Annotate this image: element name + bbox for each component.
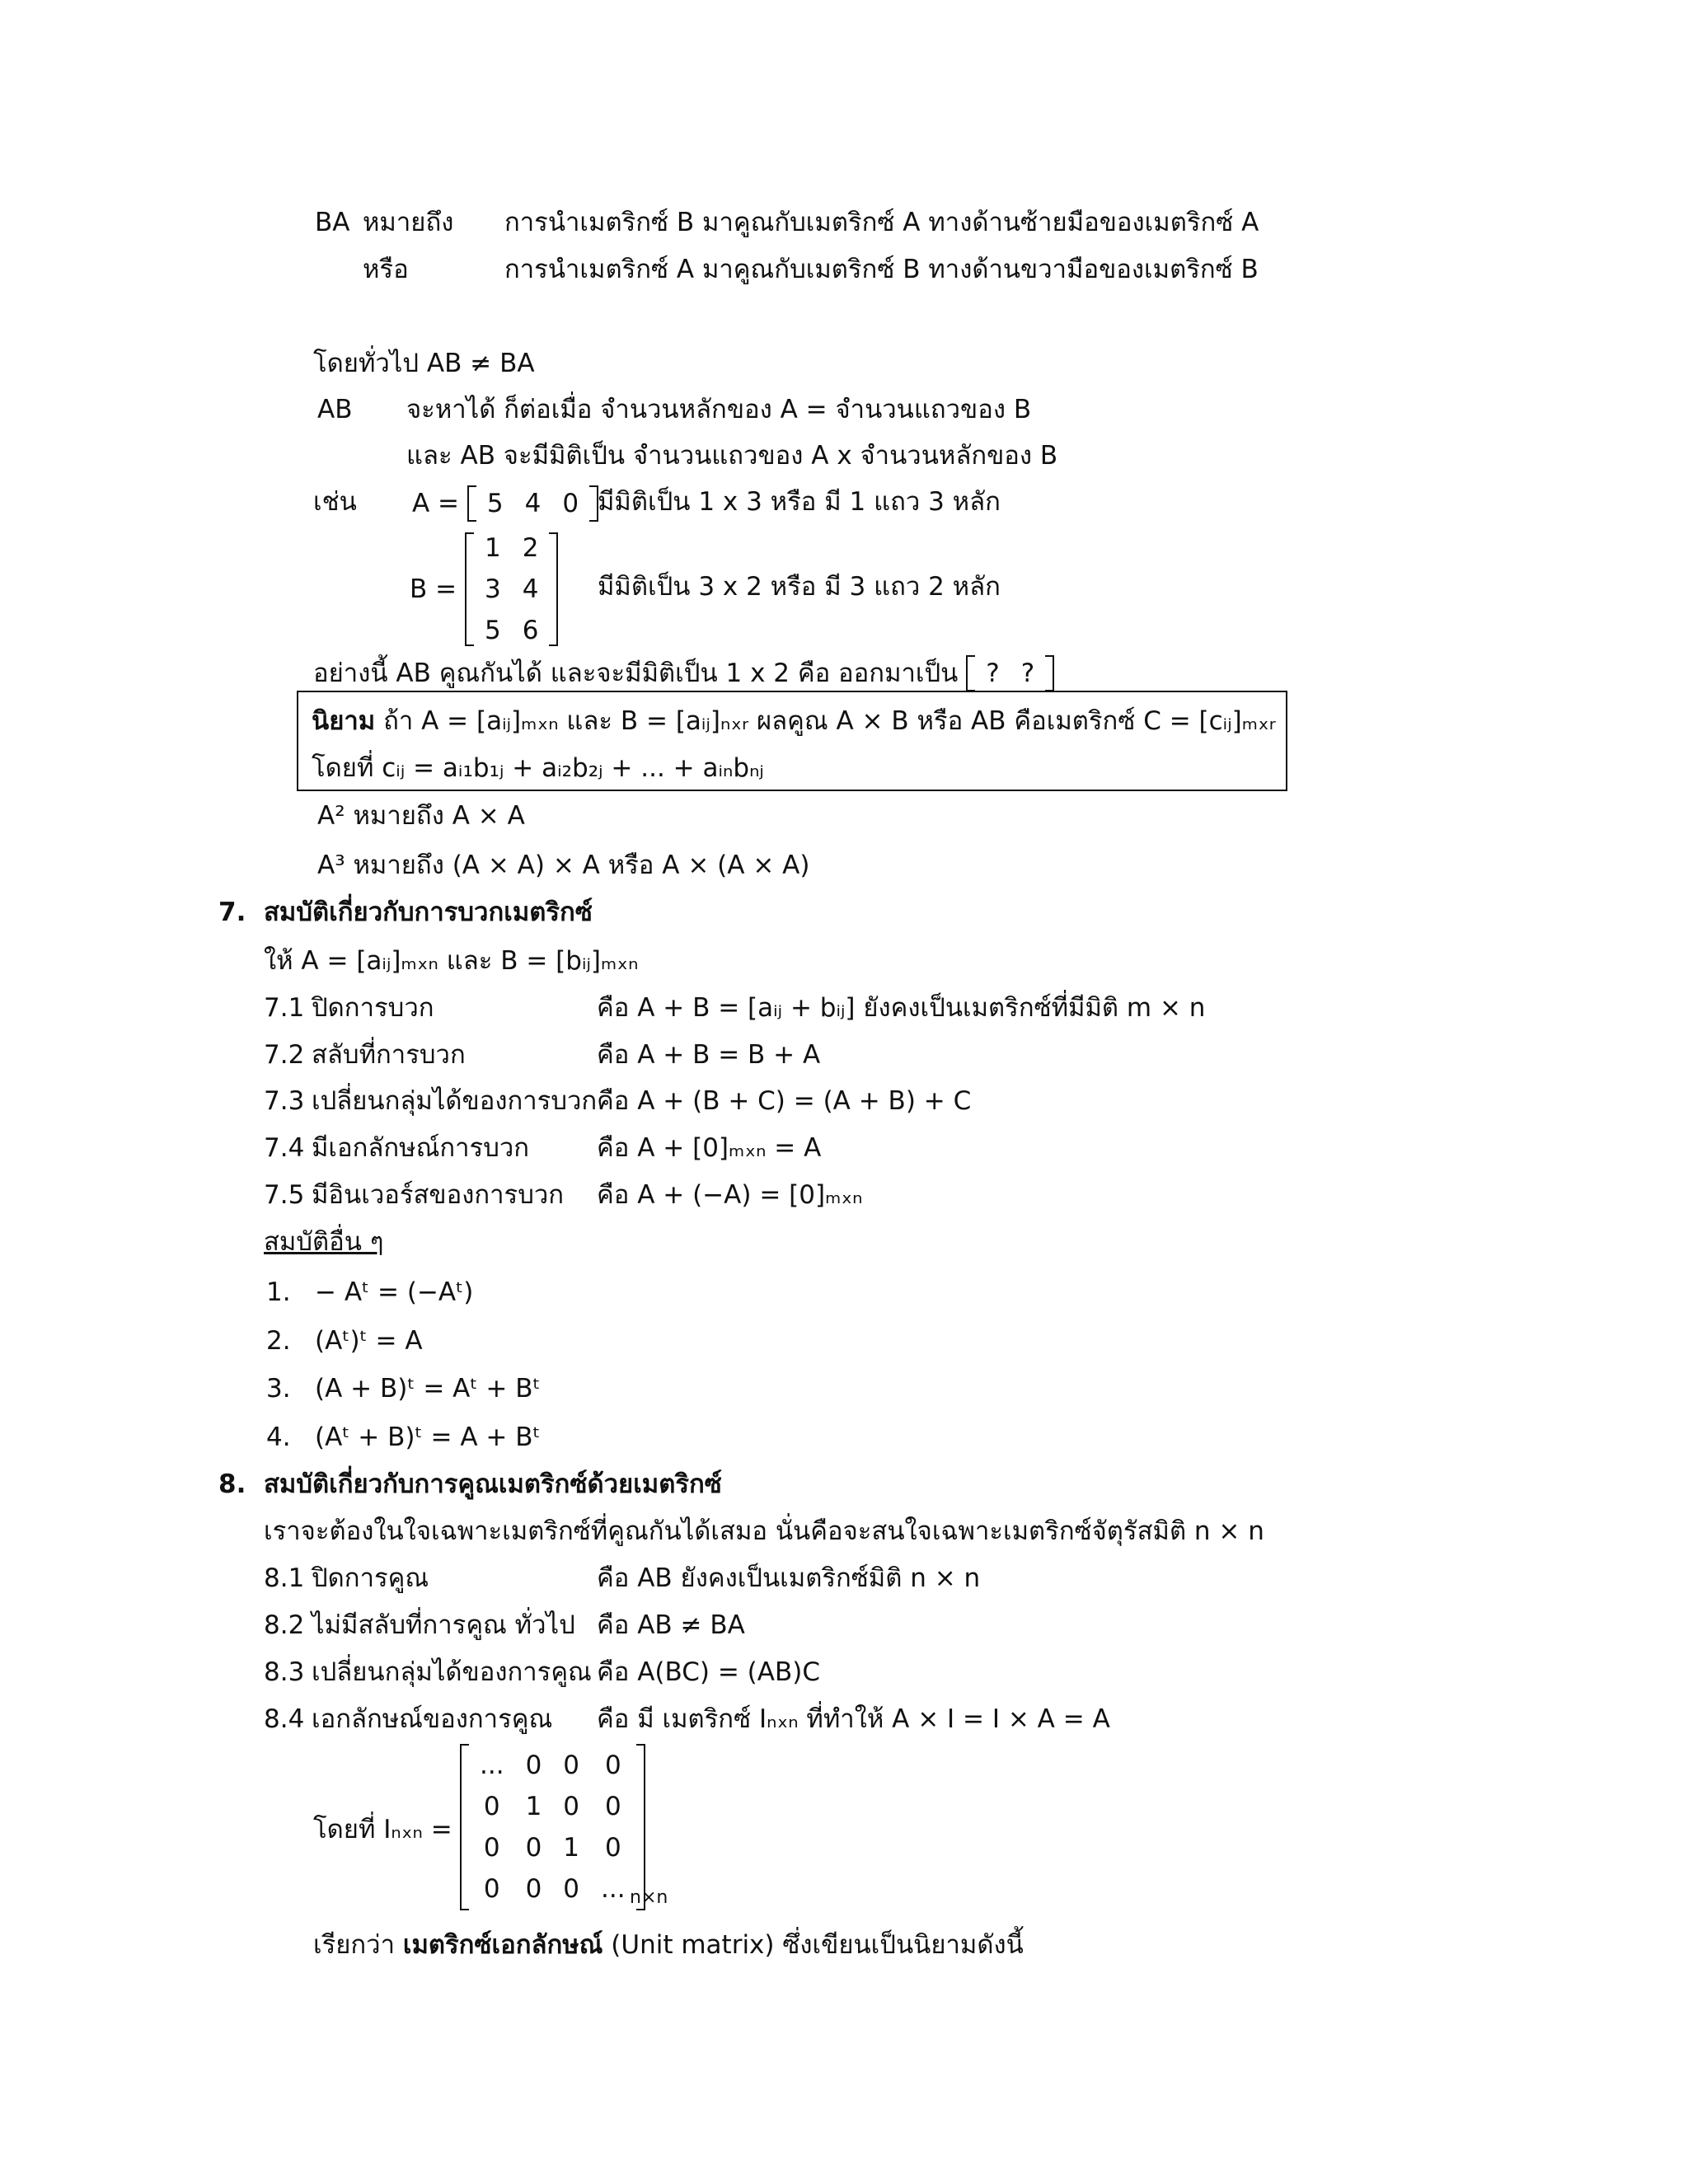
example-label: เช่น (313, 487, 357, 517)
ba-desc-2: การนำเมตริกซ์ A มาคูณกับเมตริกซ์ B ทางด้านขวามือของเมตริกซ์ B (504, 255, 1259, 284)
identity-cell: 0 (604, 1792, 621, 1821)
property-7-2-num: 7.2 (264, 1040, 305, 1070)
ab-label: AB (317, 395, 353, 424)
matrix-a-cell: 0 (562, 489, 579, 518)
ba-means: หมายถึง (363, 208, 454, 237)
property-8-2-name: ไม่มีสลับที่การคูณ ทั่วไป (312, 1610, 575, 1640)
unit-matrix-prefix: เรียกว่า (313, 1930, 395, 1960)
property-7-1-name: ปิดการบวก (312, 993, 434, 1023)
property-8-4-name: เอกลักษณ์ของการคูณ (312, 1704, 553, 1734)
identity-prefix: โดยที่ Iₙₓₙ = (313, 1815, 452, 1844)
identity-matrix (460, 1744, 645, 1910)
property-8-3-num: 8.3 (264, 1657, 305, 1687)
unit-matrix-term: เมตริกซ์เอกลักษณ์ (402, 1930, 603, 1960)
unit-matrix-line (313, 1929, 1024, 1961)
matrix-a-prefix: A = (412, 489, 460, 518)
ba-label: BA (315, 208, 350, 237)
matrix-b (465, 527, 558, 651)
matrix-a-desc: มีมิติเป็น 1 x 3 หรือ มี 1 แถว 3 หลัก (598, 487, 1001, 517)
result-matrix (966, 655, 1054, 691)
identity-cell: 0 (483, 1792, 500, 1821)
matrix-a-cell: 4 (524, 489, 542, 518)
identity-subscript: n×n (630, 1887, 668, 1908)
matrix-b-cell: 3 (484, 574, 501, 604)
identity-cell: 0 (604, 1750, 621, 1780)
definition-title: นิยาม (312, 706, 376, 736)
matrix-b-cell: 4 (522, 574, 539, 604)
ab-condition-2: และ AB จะมีมิติเป็น จำนวนแถวของ A x จำนวนหลักของ B (406, 441, 1058, 471)
matrix-b-cell: 2 (522, 533, 539, 563)
section-7-intro: ให้ A = [aᵢⱼ]ₘₓₙ และ B = [bᵢⱼ]ₘₓₙ (264, 946, 639, 976)
unit-matrix-rest: (Unit matrix) ซึ่งเขียนเป็นนิยามดังนี้ (611, 1930, 1024, 1960)
property-7-2-name: สลับที่การบวก (312, 1040, 466, 1070)
result-matrix-cell: ? (1020, 658, 1035, 688)
property-8-3-name: เปลี่ยนกลุ่มได้ของการคูณ (312, 1657, 592, 1687)
property-8-1-num: 8.1 (264, 1563, 305, 1593)
other-property-4: (Aᵗ + B)ᵗ = A + Bᵗ (315, 1422, 541, 1452)
property-8-4-num: 8.4 (264, 1704, 305, 1734)
property-8-4-def: คือ มี เมตริกซ์ Iₙₓₙ ที่ทำให้ A × I = I × A = A (597, 1704, 1110, 1734)
definition-line-1 (312, 705, 1276, 738)
section-7-title: สมบัติเกี่ยวกับการบวกเมตริกซ์ (264, 898, 593, 927)
identity-cell: 0 (525, 1833, 542, 1863)
section-7-number: 7. (218, 898, 246, 927)
property-8-3-def: คือ A(BC) = (AB)C (597, 1657, 820, 1687)
other-property-3-num: 3. (266, 1374, 291, 1404)
property-7-3-def: คือ A + (B + C) = (A + B) + C (597, 1086, 972, 1116)
matrix-b-desc: มีมิติเป็น 3 x 2 หรือ มี 3 แถว 2 หลัก (598, 572, 1001, 602)
property-7-5-num: 7.5 (264, 1180, 305, 1210)
property-7-4-def: คือ A + [0]ₘₓₙ = A (597, 1133, 822, 1163)
example-result (313, 655, 1054, 691)
section-8-intro: เราจะต้องในใจเฉพาะเมตริกซ์ที่คูณกันได้เสมอ นั่นคือจะสนใจเฉพาะเมตริกซ์จัตุรัสมิติ n × n (264, 1516, 1264, 1546)
general-text: โดยทั่วไป AB ≠ BA (313, 349, 535, 378)
property-7-5-name: มีอินเวอร์สของการบวก (312, 1180, 565, 1210)
property-7-4-name: มีเอกลักษณ์การบวก (312, 1133, 530, 1163)
matrix-a-line (412, 485, 598, 522)
ba-or: หรือ (363, 255, 409, 284)
matrix-b-cell: 5 (484, 616, 501, 645)
section-8-title: สมบัติเกี่ยวกับการคูณเมตริกซ์ด้วยเมตริกซ์ (264, 1469, 722, 1499)
property-7-1-def: คือ A + B = [aᵢⱼ + bᵢⱼ] ยังคงเป็นเมตริกซ์ที่มีมิติ m × n (597, 993, 1206, 1023)
matrix-b-cell: 1 (484, 533, 501, 563)
other-property-1: − Aᵗ = (−Aᵗ) (315, 1277, 474, 1307)
identity-cell: ... (601, 1874, 626, 1904)
property-7-5-def: คือ A + (−A) = [0]ₘₓₙ (597, 1180, 863, 1210)
identity-cell: 0 (563, 1792, 580, 1821)
identity-cell: 0 (604, 1833, 621, 1863)
identity-cell: 1 (563, 1833, 580, 1863)
property-7-2-def: คือ A + B = B + A (597, 1040, 821, 1070)
definition-line-2: โดยที่ cᵢⱼ = aᵢ₁b₁ⱼ + aᵢ₂b₂ⱼ + ... + aᵢₙbₙⱼ (312, 753, 764, 783)
identity-cell: 0 (563, 1750, 580, 1780)
property-7-4-num: 7.4 (264, 1133, 305, 1163)
matrix-b-cell: 6 (522, 616, 539, 645)
power-a2: A² หมายถึง A × A (317, 801, 525, 831)
identity-cell: 0 (525, 1874, 542, 1904)
property-7-1-num: 7.1 (264, 993, 305, 1023)
power-a3: A³ หมายถึง (A × A) × A หรือ A × (A × A) (317, 851, 810, 880)
matrix-a-cell: 5 (486, 489, 504, 518)
example-result-text: อย่างนี้ AB คูณกันได้ และจะมีมิติเป็น 1 x 2 คือ ออกมาเป็น (313, 658, 959, 688)
ab-condition-1: จะหาได้ ก็ต่อเมื่อ จำนวนหลักของ A = จำนวนแถวของ B (406, 395, 1032, 424)
property-8-1-def: คือ AB ยังคงเป็นเมตริกซ์มิติ n × n (597, 1563, 981, 1593)
other-property-2-num: 2. (266, 1326, 291, 1356)
other-property-1-num: 1. (266, 1277, 291, 1307)
result-matrix-cell: ? (986, 658, 1000, 688)
identity-cell: 1 (525, 1792, 542, 1821)
other-property-3: (A + B)ᵗ = Aᵗ + Bᵗ (315, 1374, 541, 1404)
other-property-4-num: 4. (266, 1422, 291, 1452)
matrix-b-line (410, 527, 558, 651)
identity-cell: 0 (483, 1833, 500, 1863)
definition-statement: ถ้า A = [aᵢⱼ]ₘₓₙ และ B = [aᵢⱼ]ₙₓᵣ ผลคูณ A × B หรือ AB คือเมตริกซ์ C = [cᵢⱼ]ₘₓᵣ (383, 706, 1276, 736)
identity-cell: 0 (525, 1750, 542, 1780)
property-8-1-name: ปิดการคูณ (312, 1563, 429, 1593)
property-7-3-name: เปลี่ยนกลุ่มได้ของการบวก (312, 1086, 598, 1116)
property-8-2-num: 8.2 (264, 1610, 305, 1640)
section-8-number: 8. (218, 1469, 246, 1499)
other-properties-title: สมบัติอื่น ๆ (264, 1227, 384, 1257)
other-property-2: (Aᵗ)ᵗ = A (315, 1326, 423, 1356)
property-8-2-def: คือ AB ≠ BA (597, 1610, 745, 1640)
ba-desc-1: การนำเมตริกซ์ B มาคูณกับเมตริกซ์ A ทางด้านซ้ายมือของเมตริกซ์ A (504, 208, 1259, 237)
matrix-a (467, 485, 598, 522)
identity-cell: 0 (563, 1874, 580, 1904)
identity-cell: ... (480, 1750, 504, 1780)
property-7-3-num: 7.3 (264, 1086, 305, 1116)
matrix-b-prefix: B = (410, 574, 457, 604)
identity-cell: 0 (483, 1874, 500, 1904)
